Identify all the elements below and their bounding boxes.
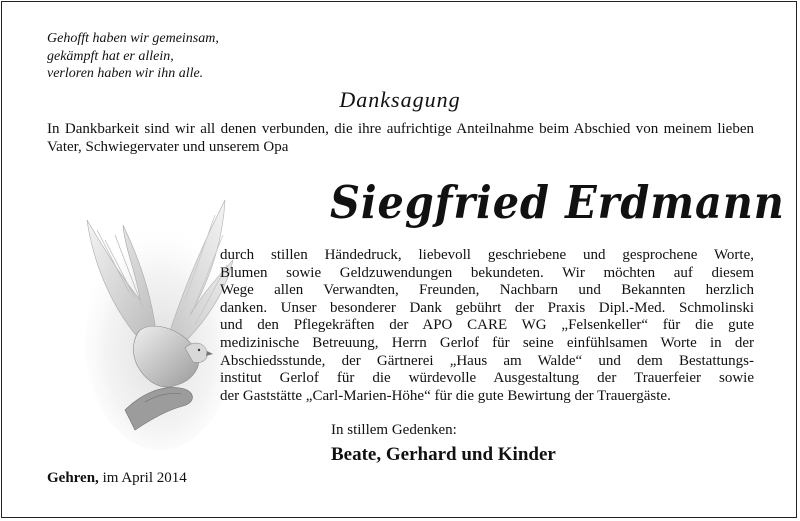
deceased-name: Siegfried Erdmann xyxy=(330,176,785,229)
paragraph-line: institut Gerlof für die würdevolle Ausgestaltung der Trauerfeier sowie xyxy=(220,370,754,387)
date: im April 2014 xyxy=(102,470,187,486)
paragraph-line: Abschiedsstunde, der Gärtnerei „Haus am Walde“ und dem Bestattungs- xyxy=(220,352,754,369)
paragraph-line: der Gaststätte „Carl-Marien-Höhe“ für die gute Bewirtung der Trauergäste. xyxy=(220,387,671,404)
thanks-paragraph xyxy=(220,247,754,405)
remembrance-line: In stillem Gedenken: xyxy=(331,422,457,438)
paragraph-line: danken. Unser besonderer Dank gebührt der Praxis Dipl.-Med. Schmolinski xyxy=(220,299,754,316)
paragraph-line: durch stillen Händedruck, liebevoll geschriebene und gesprochene Worte, xyxy=(220,247,754,263)
signers: Beate, Gerhard und Kinder xyxy=(331,444,556,465)
intro-paragraph: In Dankbarkeit sind wir all denen verbunden, die ihre aufrichtige Anteilnahme beim Abschied von meinem lieben Vater, Schwiegervater und unserem Opa xyxy=(47,121,754,155)
paragraph-line: medizinische Betreuung, Herrn Gerlof für seine einfühlsamen Worte in der xyxy=(220,334,754,351)
paragraph-line: und den Pflegekräften der APO CARE WG „Felsenkeller“ für die gute xyxy=(220,317,754,334)
dove-icon xyxy=(85,180,235,450)
motto-line: gekämpft hat er allein, xyxy=(47,48,174,64)
motto-line: Gehofft haben wir gemeinsam, xyxy=(47,31,219,46)
motto-line: verloren haben wir ihn alle. xyxy=(47,66,204,81)
place-date xyxy=(47,469,187,487)
heading-danksagung: Danksagung xyxy=(339,87,461,112)
motto xyxy=(47,30,219,83)
paragraph-line: Wege allen Verwandten, Freunden, Nachbarn und Bekannten herzlich xyxy=(220,282,754,299)
place: Gehren, xyxy=(47,470,99,486)
paragraph-line: Blumen sowie Geldzuwendungen bekundeten. Wir möchten auf diesem xyxy=(220,264,754,281)
